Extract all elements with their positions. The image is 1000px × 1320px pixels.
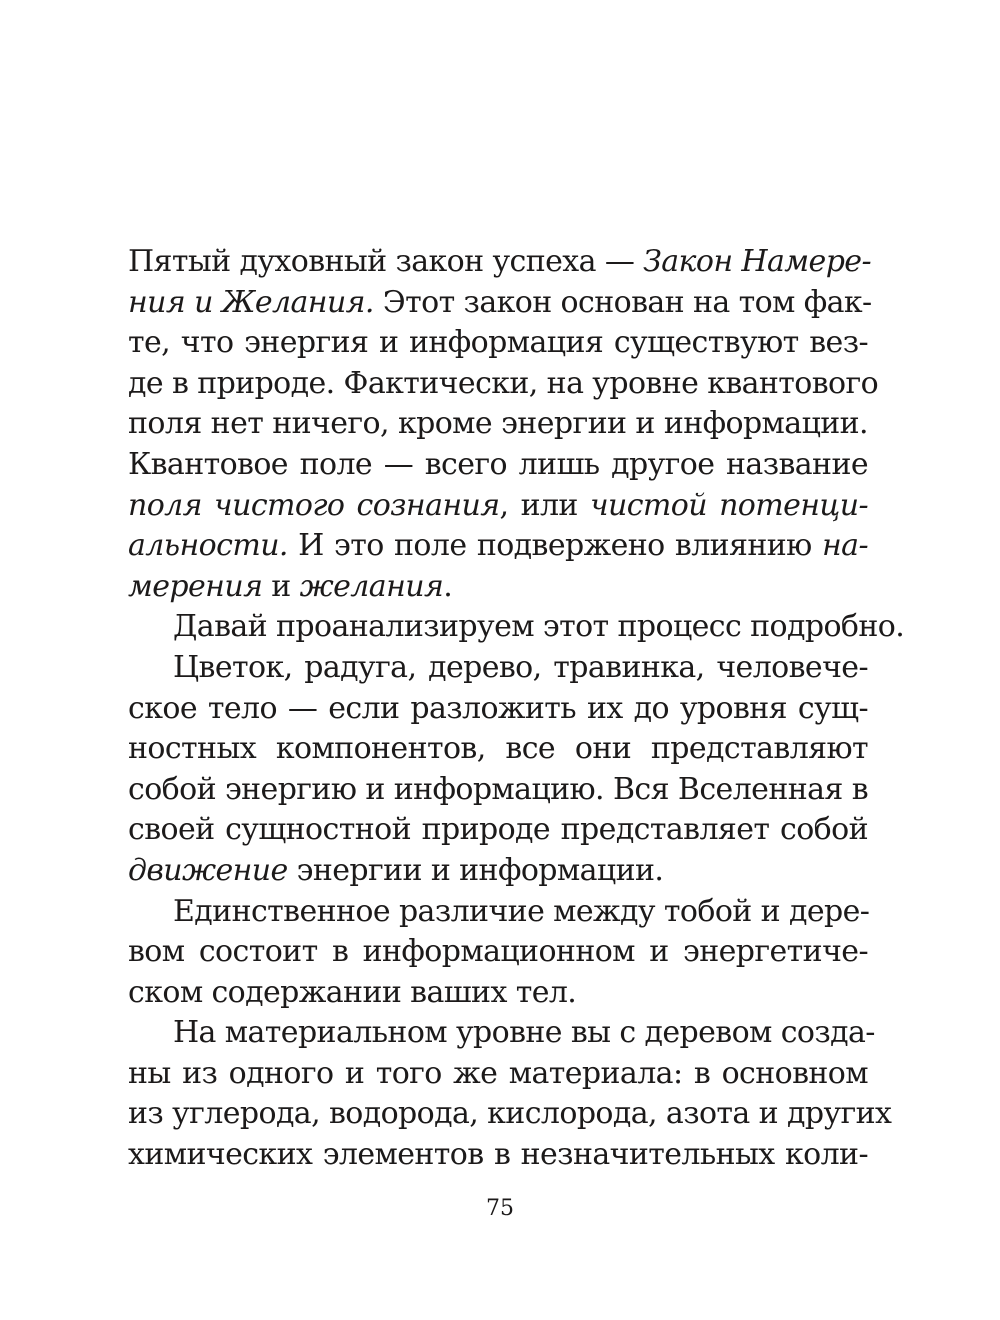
text-line <box>128 1135 868 1176</box>
text-run: Этот закон основан на том фак- <box>373 284 872 320</box>
text-line <box>128 729 868 770</box>
italic-phrase: движение <box>128 852 288 888</box>
text-run: поля нет ничего, кроме энергии и информации. <box>128 406 868 442</box>
text-line <box>128 851 868 892</box>
text-line <box>128 404 868 445</box>
text-line <box>128 1013 875 1054</box>
text-line <box>128 283 872 324</box>
italic-phrase: чистой потенци- <box>589 487 869 523</box>
italic-phrase: ния и Желания. <box>128 284 374 320</box>
text-run: . <box>443 568 453 604</box>
text-run: своей сущностной природе представляет собой <box>128 812 868 848</box>
text-line <box>128 323 868 364</box>
italic-phrase: на- <box>822 528 868 564</box>
text-run: , или <box>499 487 590 523</box>
italic-phrase: альности. <box>128 528 288 564</box>
text-run: Квантовое поле — всего лишь другое название <box>128 446 868 482</box>
italic-phrase: мерения <box>128 568 263 604</box>
text-line <box>128 973 868 1014</box>
text-run: Единственное различие между тобой и дере- <box>173 893 870 929</box>
text-run: из углерода, водорода, кислорода, азота и других <box>128 1096 892 1132</box>
text-line <box>128 567 868 608</box>
page-number: 75 <box>486 1196 514 1221</box>
text-run: ностных компонентов, все они представляют <box>128 731 868 767</box>
text-run: ны из одного и того же материала: в основном <box>128 1055 868 1091</box>
text-line <box>128 486 868 527</box>
text-line <box>128 770 868 811</box>
text-run: энергии и информации. <box>287 852 664 888</box>
text-line <box>128 364 879 405</box>
text-run: вом состоит в информационном и энергетиче- <box>128 934 868 970</box>
text-line <box>128 648 868 689</box>
body-text <box>128 242 905 1176</box>
text-run: собой энергию и информацию. Вся Вселенная в <box>128 771 868 807</box>
italic-phrase: поля чистого сознания <box>128 487 500 523</box>
text-line <box>128 932 868 973</box>
text-run: и <box>262 568 300 604</box>
text-run: ском содержании ваших тел. <box>128 974 577 1010</box>
text-line <box>128 689 868 730</box>
text-run: И это поле подвержено влиянию <box>287 528 823 564</box>
text-run: те, что энергия и информация существуют вез- <box>128 325 868 361</box>
text-run: Давай проанализируем этот процесс подробно. <box>173 609 905 645</box>
text-run: Цветок, радуга, дерево, травинка, человече- <box>173 649 868 685</box>
text-line <box>128 445 868 486</box>
text-line <box>128 892 868 933</box>
text-run: де в природе. Фактически, на уровне квантового <box>128 365 879 401</box>
italic-phrase: Закон Намере- <box>643 244 871 279</box>
italic-phrase: желания <box>299 568 444 604</box>
text-line <box>128 1094 892 1135</box>
text-line <box>128 810 868 851</box>
text-line <box>128 607 905 648</box>
text-line <box>128 242 871 283</box>
text-run: химических элементов в незначительных коли- <box>128 1137 868 1173</box>
text-line <box>128 526 868 567</box>
text-run: Пятый духовный закон успеха — <box>128 244 644 279</box>
text-line <box>128 1054 868 1095</box>
text-run: ское тело — если разложить их до уровня сущ- <box>128 690 868 726</box>
text-run: На материальном уровне вы с деревом созда- <box>173 1015 875 1051</box>
